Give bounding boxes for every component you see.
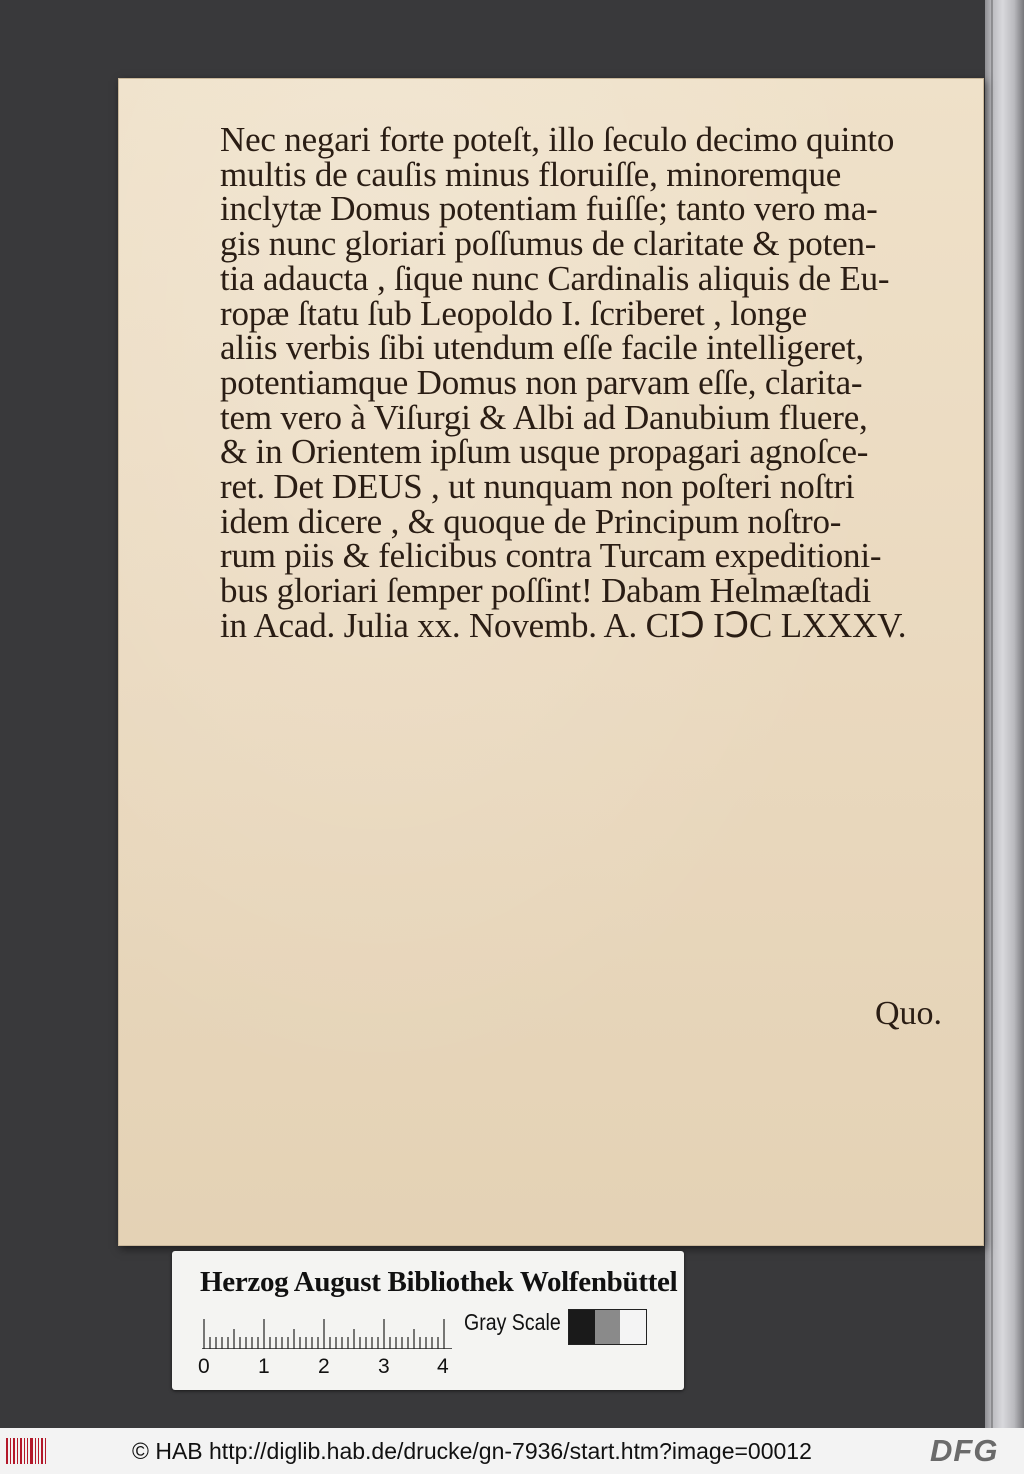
catchword: Quo.: [874, 995, 942, 1032]
gray-scale-swatch: [568, 1309, 647, 1345]
ruler-label: 3: [378, 1355, 390, 1378]
page-text: [220, 120, 940, 645]
text-line: tia adaucta , ſique nunc Cardinalis aliquis de Eu-: [220, 258, 890, 298]
barcode-icon: [6, 1438, 46, 1464]
library-name: Herzog August Bibliothek Wolfenbüttel: [200, 1266, 678, 1298]
text-line: in Acad. Julia xx. Novemb. A. CIↃ IↃC LXXXV.: [220, 605, 907, 645]
text-line: tem vero à Viſurgi & Albi ad Danubium fluere,: [220, 397, 868, 437]
gray-swatch-dark: [569, 1310, 595, 1344]
gray-swatch-mid: [595, 1310, 621, 1344]
ruler-scale: [202, 1319, 452, 1349]
document-page: [118, 78, 984, 1246]
text-line: aliis verbis ſibi utendum eſſe facile intelligeret,: [220, 328, 864, 368]
gray-swatch-light: [620, 1310, 646, 1344]
text-line: inclytæ Domus potentiam fuiſſe; tanto vero ma-: [220, 189, 878, 229]
source-credit: © HAB http://diglib.hab.de/drucke/gn-7936/start.htm?image=00012: [132, 1438, 812, 1464]
page-edge-strip: [985, 0, 1024, 1428]
text-line: Nec negari forte poteſt, illo ſeculo decimo quinto: [220, 120, 895, 159]
ruler-label: 0: [198, 1355, 210, 1378]
text-line: idem dicere , & quoque de Principum noſtro-: [220, 501, 842, 541]
ruler-label: 1: [258, 1355, 270, 1378]
ruler-label: 2: [318, 1355, 330, 1378]
text-line: ropæ ſtatu ſub Leopoldo I. ſcriberet , longe: [220, 293, 808, 333]
text-line: bus gloriari ſemper poſſint! Dabam Helmæſtadi: [220, 571, 871, 611]
text-line: ret. Det DEUS , ut nunquam non poſteri noſtri: [220, 467, 855, 507]
text-line: potentiamque Domus non parvam eſſe, clarita-: [220, 362, 863, 402]
text-line: & in Orientem ipſum usque propagari agnoſce-: [220, 432, 869, 472]
text-line: gis nunc gloriari poſſumus de claritate & poten-: [220, 224, 877, 264]
ruler-label: 4: [437, 1355, 449, 1378]
color-scale-card: [172, 1251, 684, 1390]
gray-scale-label: Gray Scale: [464, 1309, 561, 1335]
footer-bar: [0, 1428, 1024, 1474]
dfg-logo: DFG: [930, 1433, 999, 1468]
text-line: rum piis & felicibus contra Turcam expeditioni-: [220, 536, 882, 576]
text-line: multis de cauſis minus floruiſſe, minoremque: [220, 154, 842, 194]
